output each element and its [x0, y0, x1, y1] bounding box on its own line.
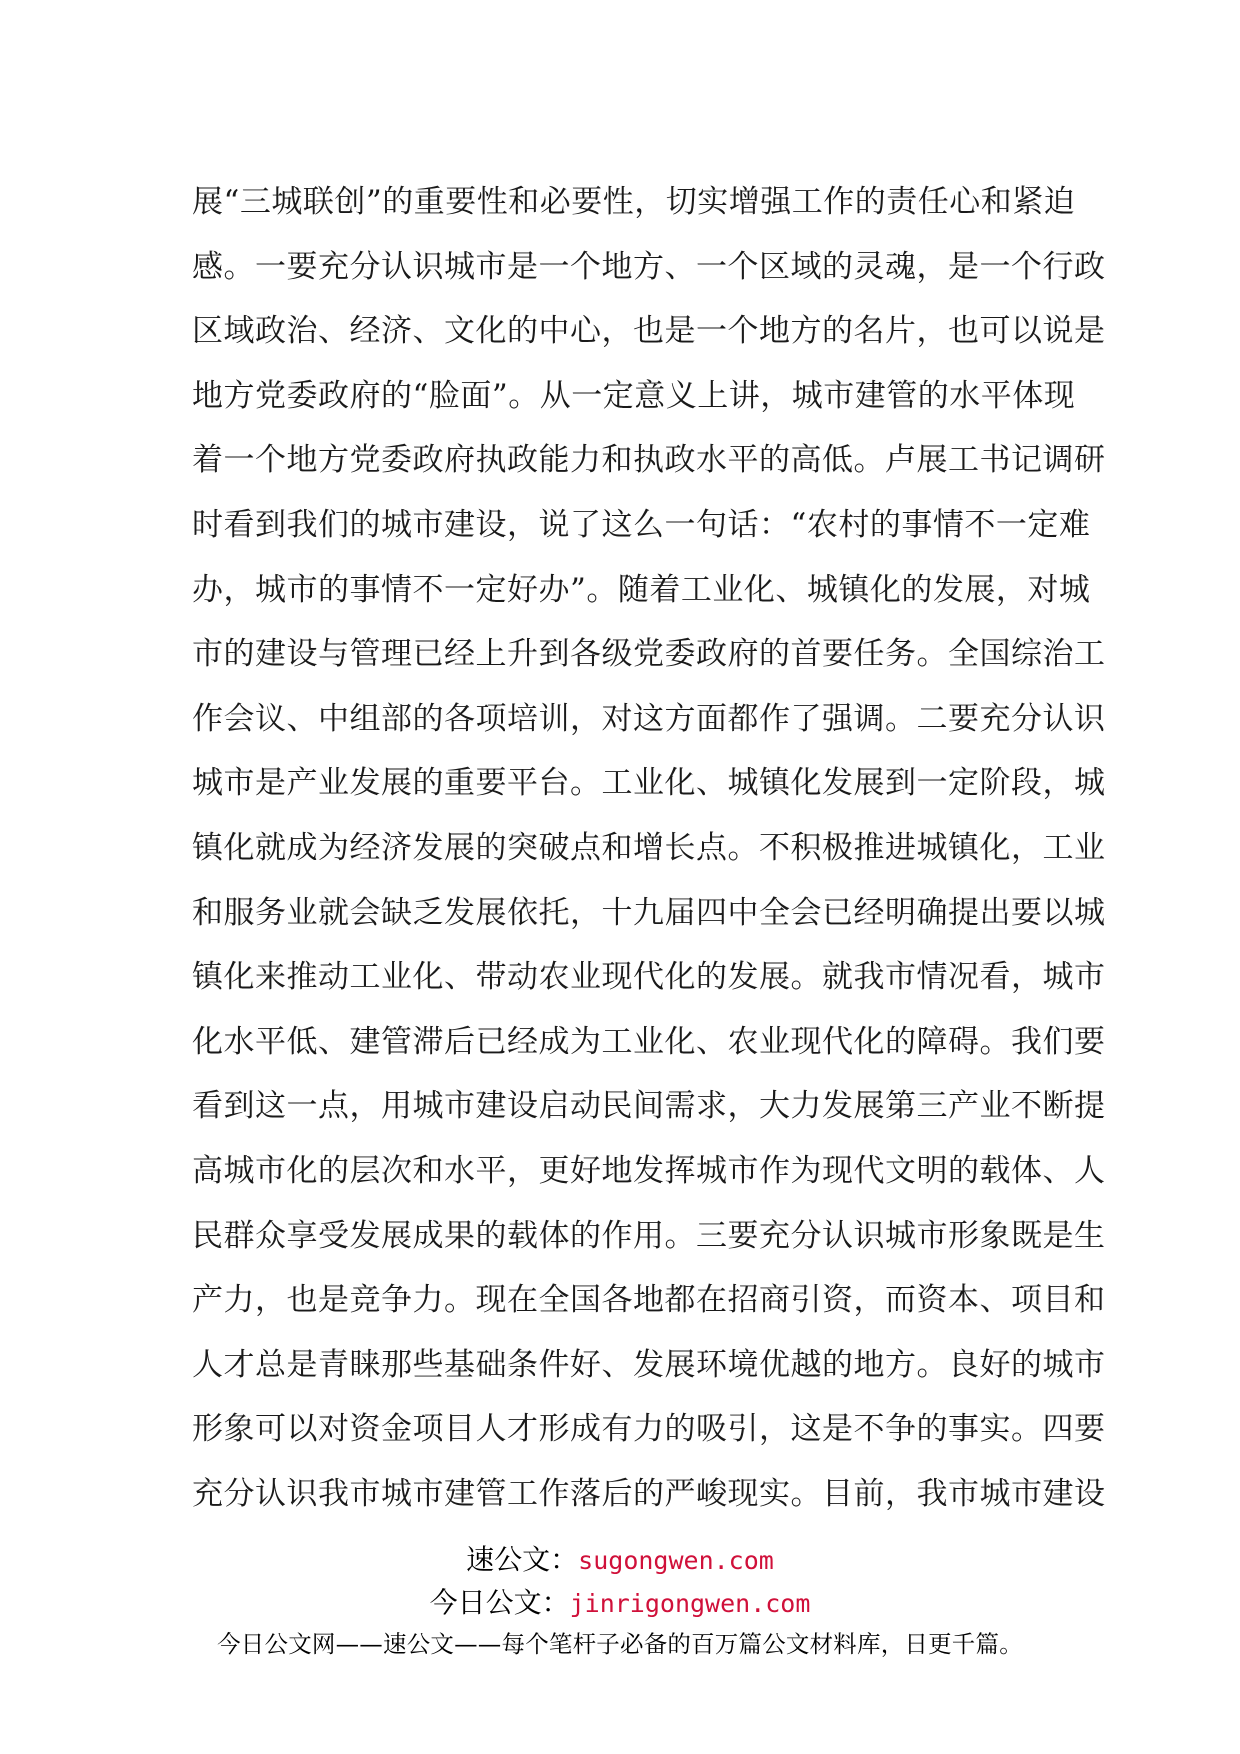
text-line: 地方党委政府的“脸面”。从一定意义上讲，城市建管的水平体现 [192, 377, 1076, 414]
text-line: 充分认识我市城市建管工作落后的严峻现实。目前，我市城市建设 [192, 1475, 1106, 1512]
text-line: 办，城市的事情不一定好办”。随着工业化、城镇化的发展，对城 [192, 571, 1091, 608]
text-line: 形象可以对资金项目人才形成有力的吸引，这是不争的事实。四要 [192, 1411, 1106, 1448]
text-line: 化水平低、建管滞后已经成为工业化、农业现代化的障碍。我们要 [192, 1023, 1106, 1060]
site1-link[interactable]: sugongwen.com [578, 1546, 774, 1575]
footer-slogan: 今日公文网——速公文——每个笔杆子必备的百万篇公文材料库，日更千篇。 [217, 1630, 1023, 1658]
body-paragraph [192, 170, 1106, 1526]
text-line: 民群众享受发展成果的载体的作用。三要充分认识城市形象既是生 [192, 1217, 1106, 1254]
text-line: 镇化来推动工业化、带动农业现代化的发展。就我市情况看，城市 [192, 959, 1106, 996]
text-line: 人才总是青睐那些基础条件好、发展环境优越的地方。良好的城市 [192, 1346, 1106, 1383]
text-line: 时看到我们的城市建设，说了这么一句话：“农村的事情不一定难 [192, 506, 1091, 543]
text-line: 镇化就成为经济发展的突破点和增长点。不积极推进城镇化，工业 [192, 829, 1106, 866]
text-line: 感。一要充分认识城市是一个地方、一个区域的灵魂，是一个行政 [192, 248, 1106, 285]
text-line: 看到这一点，用城市建设启动民间需求，大力发展第三产业不断提 [192, 1088, 1106, 1125]
text-line: 和服务业就会缺乏发展依托，十九届四中全会已经明确提出要以城 [192, 894, 1106, 931]
site1-label: 速公文： [466, 1543, 579, 1576]
text-line: 高城市化的层次和水平，更好地发挥城市作为现代文明的载体、人 [192, 1152, 1106, 1189]
site2-link[interactable]: jinrigongwen.com [569, 1589, 811, 1618]
text-line: 着一个地方党委政府执政能力和执政水平的高低。卢展工书记调研 [192, 442, 1106, 479]
site2-label: 今日公文： [429, 1586, 570, 1619]
text-line: 产力，也是竞争力。现在全国各地都在招商引资，而资本、项目和 [192, 1282, 1106, 1319]
text-line: 市的建设与管理已经上升到各级党委政府的首要任务。全国综治工 [192, 636, 1106, 673]
text-line: 区域政治、经济、文化的中心，也是一个地方的名片，也可以说是 [192, 313, 1106, 350]
footer-site-2 [0, 1583, 1240, 1624]
text-line: 展“三城联创”的重要性和必要性，切实增强工作的责任心和紧迫 [192, 184, 1076, 220]
text-line: 作会议、中组部的各项培训，对这方面都作了强调。二要充分认识 [192, 700, 1106, 737]
text-line: 城市是产业发展的重要平台。工业化、城镇化发展到一定阶段，城 [192, 765, 1106, 802]
footer-site-1 [0, 1540, 1240, 1581]
